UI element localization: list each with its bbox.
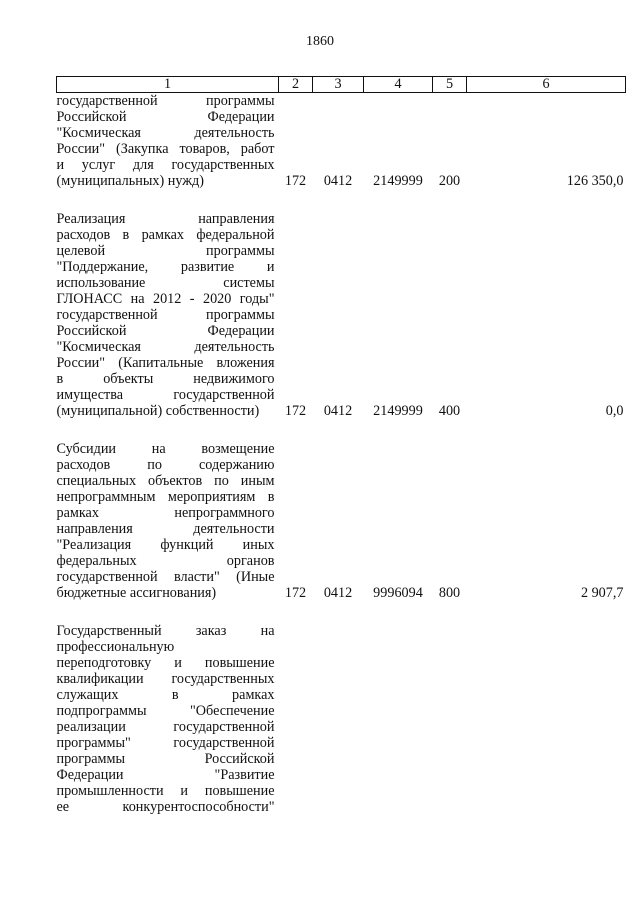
column-header-4: 4 xyxy=(364,77,433,93)
target-article-code: 2149999 xyxy=(373,403,423,419)
description-line: Субсидии на возмещение xyxy=(56,441,275,457)
description-line: Российской Федерации xyxy=(56,323,275,339)
budget-table xyxy=(56,76,626,815)
section-code: 0412 xyxy=(323,173,353,189)
row-spacer xyxy=(57,419,626,441)
description-line: рамках непрограммного xyxy=(56,505,275,521)
description-line: переподготовку и повышение xyxy=(56,655,275,671)
description-line: федеральных органов xyxy=(56,553,275,569)
column-header-3: 3 xyxy=(313,77,364,93)
section-code: 0412 xyxy=(323,585,353,601)
row-description xyxy=(57,441,279,601)
description-line: в объекты недвижимого xyxy=(56,371,275,387)
description-line: расходов в рамках федеральной xyxy=(56,227,275,243)
amount: 2 907,7 xyxy=(580,585,624,601)
table-row xyxy=(57,93,626,190)
description-line: (муниципальных) нужд) xyxy=(56,173,204,189)
amount xyxy=(467,623,626,815)
description-line: непрограммным мероприятиям в xyxy=(56,489,275,505)
description-line: "Космическая деятельность xyxy=(56,339,275,355)
description-line: программы" государственной xyxy=(56,735,275,751)
description-line: России" (Закупка товаров, работ xyxy=(56,141,275,157)
description-line: расходов по содержанию xyxy=(56,457,275,473)
target-article-code: 9996094 xyxy=(373,585,423,601)
column-header-5: 5 xyxy=(433,77,467,93)
description-line: Государственный заказ на xyxy=(56,623,275,639)
description-line: бюджетные ассигнования) xyxy=(56,585,217,601)
row-description xyxy=(57,93,279,190)
description-line: государственной программы xyxy=(56,93,275,109)
column-header-row xyxy=(57,77,626,93)
table-row xyxy=(57,623,626,815)
description-line: профессиональную xyxy=(56,639,175,655)
description-line: Российской Федерации xyxy=(56,109,275,125)
section-code: 0412 xyxy=(323,403,353,419)
description-line: государственной власти" (Иные xyxy=(56,569,275,585)
admin-code xyxy=(279,623,313,815)
description-line: подпрограммы "Обеспечение xyxy=(56,703,275,719)
description-line: ГЛОНАСС на 2012 - 2020 годы" xyxy=(56,291,275,307)
expense-type-code xyxy=(433,623,467,815)
row-spacer xyxy=(57,189,626,211)
expense-type-code: 800 xyxy=(438,585,461,601)
row-description xyxy=(57,623,279,815)
description-line: имущества государственной xyxy=(56,387,275,403)
target-article-code: 2149999 xyxy=(373,173,423,189)
amount: 126 350,0 xyxy=(566,173,624,189)
table-row xyxy=(57,441,626,601)
row-description xyxy=(57,211,279,419)
description-line: специальных объектов по иным xyxy=(56,473,275,489)
column-header-2: 2 xyxy=(279,77,313,93)
description-line: реализации государственной xyxy=(56,719,275,735)
description-line: использование системы xyxy=(56,275,275,291)
description-line: Реализация направления xyxy=(56,211,275,227)
target-article-code xyxy=(364,623,433,815)
description-line: ее конкурентоспособности" xyxy=(56,799,275,815)
expense-type-code: 400 xyxy=(438,403,461,419)
description-line: программы Российской xyxy=(56,751,275,767)
description-line: "Поддержание, развитие и xyxy=(56,259,275,275)
description-line: "Реализация функций иных xyxy=(56,537,275,553)
column-header-1: 1 xyxy=(57,77,279,93)
description-line: (муниципальной) собственности) xyxy=(56,403,260,419)
description-line: "Космическая деятельность xyxy=(56,125,275,141)
column-header-6: 6 xyxy=(467,77,626,93)
description-line: Федерации "Развитие xyxy=(56,767,275,783)
description-line: служащих в рамках xyxy=(56,687,275,703)
admin-code: 172 xyxy=(284,585,307,601)
description-line: промышленности и повышение xyxy=(56,783,275,799)
description-line: и услуг для государственных xyxy=(56,157,275,173)
description-line: направления деятельности xyxy=(56,521,275,537)
amount: 0,0 xyxy=(605,403,624,419)
admin-code: 172 xyxy=(284,173,307,189)
description-line: целевой программы xyxy=(56,243,275,259)
row-spacer xyxy=(57,601,626,623)
page-number: 1860 xyxy=(306,34,334,49)
table-row xyxy=(57,211,626,419)
table-body xyxy=(57,93,626,816)
section-code xyxy=(313,623,364,815)
description-line: государственной программы xyxy=(56,307,275,323)
description-line: России" (Капитальные вложения xyxy=(56,355,275,371)
expense-type-code: 200 xyxy=(438,173,461,189)
description-line: квалификации государственных xyxy=(56,671,275,687)
admin-code: 172 xyxy=(284,403,307,419)
